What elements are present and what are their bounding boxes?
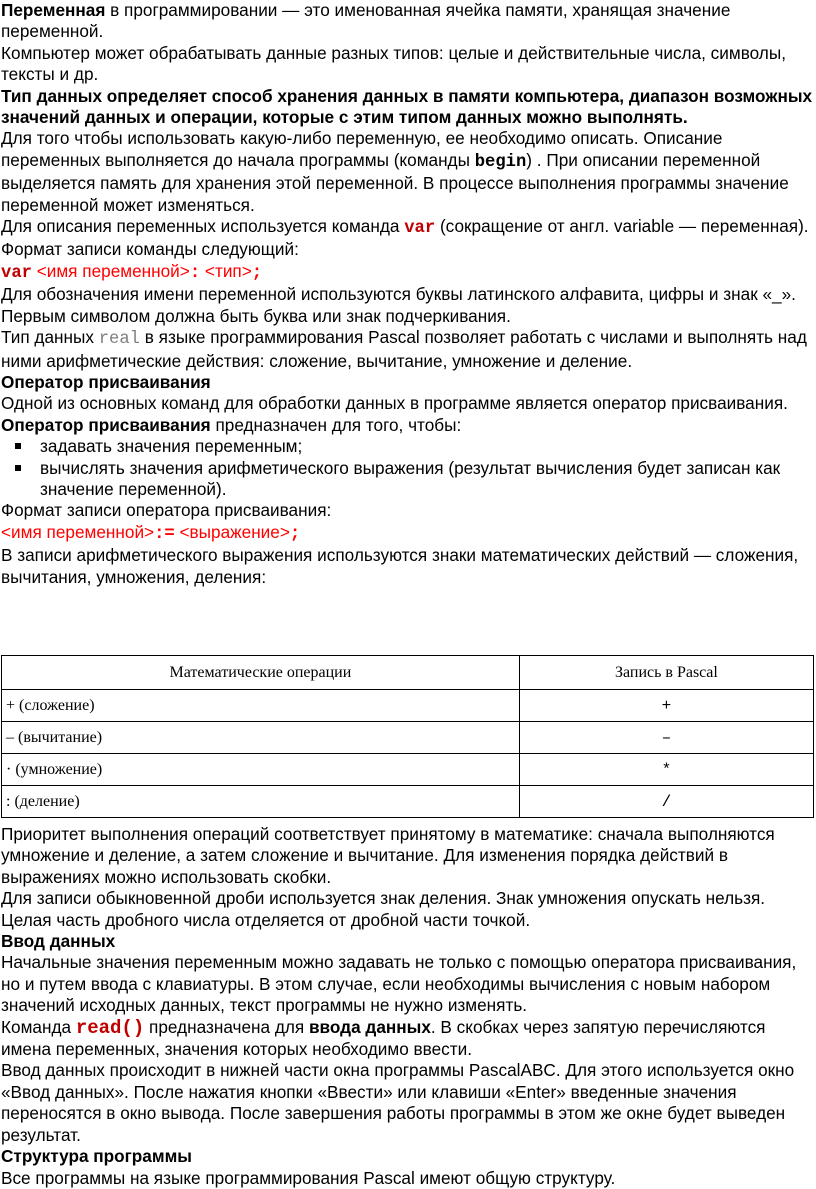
paragraph-fractions: Для записи обыкновенной дроби используется знак деления. Знак умножения опускать нельзя. Целая часть дробного числа отделяется от дробной части точкой. bbox=[1, 888, 766, 930]
text: . В скобках через запятую перечисляются имена переменных, значения которых необходимо ввести. bbox=[1, 1016, 766, 1060]
table-cell-pascal: * bbox=[519, 754, 813, 786]
list-item-text: задавать значения переменным; bbox=[40, 436, 303, 457]
paragraph-assignment-format: Формат записи оператора присваивания: bbox=[1, 500, 332, 521]
paragraph-arithmetic-signs: В записи арифметического выражения используются знаки математических действий — сложения, вычитания, умножения, деления: bbox=[1, 545, 799, 587]
syntax-expression: <выражение> bbox=[174, 521, 290, 542]
document-body-continued bbox=[1, 824, 813, 1189]
text: Для того чтобы использовать какую-либо переменную, ее необходимо описать. Описание переменных выполняется до начала программы (команды bbox=[1, 128, 723, 170]
term-assignment: Оператор присваивания bbox=[1, 414, 211, 435]
paragraph-format-label: Формат записи команды следующий: bbox=[1, 239, 299, 260]
paragraph-declaration bbox=[1, 128, 813, 216]
bullet-icon bbox=[15, 443, 21, 449]
keyword-var: var bbox=[1, 263, 32, 283]
paragraph-input-intro: Начальные значения переменным можно задавать не только с помощью оператора присваивания, но и путем ввода с клавиатуры. В этом случае, если необходимы вычисления с новым набором значений исходных данных, текст программы не нужно изменять. bbox=[1, 952, 797, 1016]
text: Команда bbox=[1, 1016, 76, 1037]
table-cell-pascal: / bbox=[519, 786, 813, 818]
text: Тип данных bbox=[1, 327, 99, 348]
table-cell-pascal: + bbox=[519, 690, 813, 722]
assignment-syntax-line bbox=[1, 522, 813, 545]
table-header-cell: Запись в Pascal bbox=[519, 656, 813, 690]
syntax-name: <имя переменной> bbox=[31, 260, 190, 281]
text: в программировании — это именованная ячейка памяти, хранящая значение переменной. bbox=[1, 0, 731, 42]
keyword-begin: begin bbox=[474, 152, 527, 172]
text: ) . При описании переменной выделяется память для хранения этой переменной. В процессе выполнения программы значение переменной может изменяться. bbox=[1, 149, 789, 215]
list-item-text: вычислять значения арифметического выражения (результат вычисления будет записан как значение переменной). bbox=[40, 457, 781, 499]
term-variable: Переменная bbox=[1, 0, 106, 20]
text: Для описания переменных используется команда bbox=[1, 216, 405, 237]
heading-assignment: Оператор присваивания bbox=[1, 371, 211, 392]
text: предназначена для bbox=[144, 1016, 309, 1037]
table-cell-operation: – (вычитание) bbox=[2, 722, 520, 754]
text: в языке программирования Pascal позволяет работать с числами и выполнять над ними арифметические действия: сложение, вычитание, умножение и деление. bbox=[1, 327, 807, 371]
text: предназначен для того, чтобы: bbox=[210, 414, 462, 435]
paragraph-structure: Все программы на языке программирования Pascal имеют общую структуру. bbox=[1, 1167, 616, 1188]
operations-table bbox=[1, 655, 814, 818]
table-cell-operation: + (сложение) bbox=[2, 690, 520, 722]
var-syntax-line bbox=[1, 261, 813, 284]
paragraph-var-command bbox=[1, 216, 813, 239]
table-header-row bbox=[2, 656, 814, 690]
list-item bbox=[1, 458, 813, 501]
purpose-list bbox=[1, 436, 813, 500]
syntax-semicolon: ; bbox=[251, 263, 263, 283]
paragraph-priority: Приоритет выполнения операций соответствует принятому в математике: сначала выполняются умножение и деление, а затем сложение и вычитание. Для изменения порядка действий в выражениях можно использовать скобки. bbox=[1, 824, 775, 887]
paragraph-assignment-purpose bbox=[1, 415, 813, 436]
paragraph-input-window: Ввод данных происходит в нижней части окна программы PascalABC. Для этого используется окно «Ввод данных». После нажатия кнопки «Ввести» или клавиши «Enter» введенные значения переносятся в окно вывода. После завершения работы программы в этом же окне будет выведен результат. bbox=[1, 1060, 795, 1145]
table-row bbox=[2, 786, 814, 818]
paragraph-read-command bbox=[1, 1017, 813, 1061]
keyword-var: var bbox=[404, 219, 436, 239]
syntax-assign: := bbox=[154, 524, 175, 544]
paragraph-data-types: Компьютер может обрабатывать данные разных типов: целые и действительные числа, символы, тексты и др. bbox=[1, 42, 786, 85]
paragraph-assignment-intro: Одной из основных команд для обработки данных в программе является оператор присваивания. bbox=[1, 393, 788, 414]
table-cell-operation: · (умножение) bbox=[2, 754, 520, 786]
paragraph-naming-rules: Для обозначения имени переменной используются буквы латинского алфавита, цифры и знак «_». Первым символом должна быть буква или знак подчеркивания. bbox=[1, 284, 796, 326]
syntax-semicolon: ; bbox=[289, 524, 301, 544]
heading-input: Ввод данных bbox=[1, 931, 116, 952]
table-row bbox=[2, 690, 814, 722]
table-row bbox=[2, 754, 814, 786]
text: (сокращение от англ. variable — переменная). bbox=[435, 216, 809, 237]
syntax-type: <тип> bbox=[200, 260, 252, 281]
table-row bbox=[2, 722, 814, 754]
keyword-real: real bbox=[98, 330, 140, 350]
list-item bbox=[1, 436, 813, 457]
bullet-icon bbox=[15, 465, 21, 471]
paragraph-variable-definition bbox=[1, 0, 813, 43]
table-header-cell: Математические операции bbox=[2, 656, 520, 690]
paragraph-real-type bbox=[1, 327, 813, 372]
paragraph-type-definition: Тип данных определяет способ хранения данных в памяти компьютера, диапазон возможных значений данных и операции, которые с этим типом данных можно выполнять. bbox=[1, 85, 813, 128]
table-cell-pascal: – bbox=[519, 722, 813, 754]
document-body bbox=[1, 0, 813, 588]
syntax-name: <имя переменной> bbox=[1, 521, 155, 542]
table-cell-operation: : (деление) bbox=[2, 786, 520, 818]
term-data-input: ввода данных bbox=[308, 1016, 431, 1037]
keyword-read: read() bbox=[75, 1016, 145, 1039]
heading-structure: Структура программы bbox=[1, 1146, 192, 1167]
syntax-colon: : bbox=[189, 263, 201, 283]
